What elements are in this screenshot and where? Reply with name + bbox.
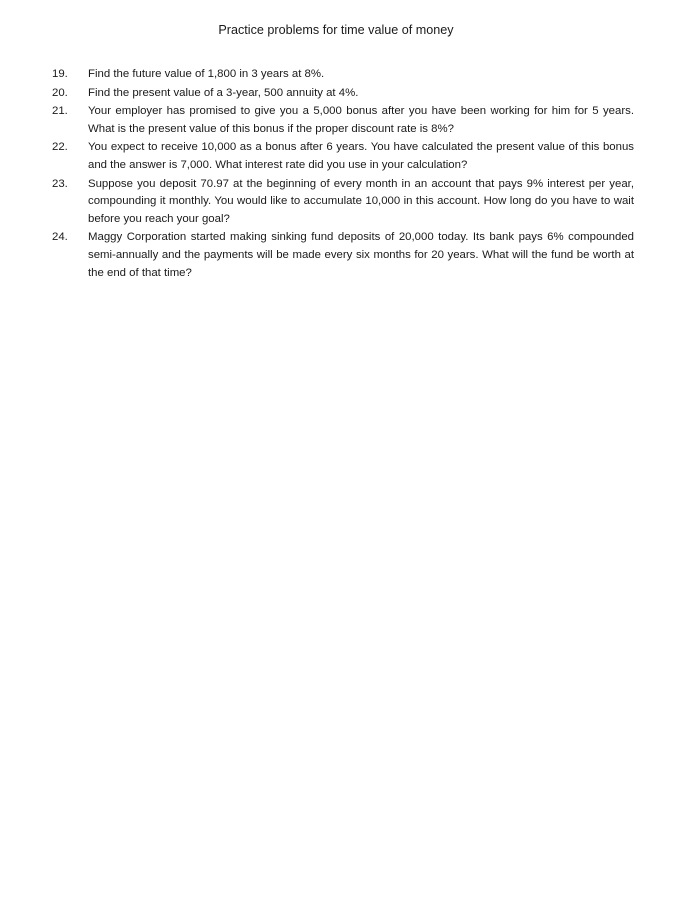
problem-item-23 xyxy=(52,176,634,229)
problem-text: Find the present value of a 3-year, 500 annuity at 4%. xyxy=(88,86,359,99)
problem-text: Maggy Corporation started making sinking fund deposits of 20,000 today. Its bank pays 6% compounded semi-annually and the payments will be made every six months for 20 years. What will the fund be worth at the end of that time? xyxy=(88,231,634,279)
problem-item-24 xyxy=(52,229,634,282)
problem-item-19 xyxy=(52,66,634,84)
problem-number: 23. xyxy=(52,177,68,190)
problem-number: 20. xyxy=(52,86,68,99)
problem-number: 24. xyxy=(52,231,68,244)
problem-text: You expect to receive 10,000 as a bonus after 6 years. You have calculated the present value of this bonus and the answer is 7,000. What interest rate did you use in your calculation? xyxy=(88,141,634,171)
document-title: Practice problems for time value of money xyxy=(218,23,454,37)
problem-number: 19. xyxy=(52,68,68,80)
problem-item-22 xyxy=(52,139,634,174)
problem-text: Find the future value of 1,800 in 3 years at 8%. xyxy=(88,68,325,80)
problem-text: Suppose you deposit 70.97 at the beginning of every month in an account that pays 9% interest per year, compounding it monthly. You would like to accumulate 10,000 in this account. How long do you have to wait before you reach your goal? xyxy=(88,177,634,225)
problem-number: 21. xyxy=(52,105,68,118)
problem-text: Your employer has promised to give you a 5,000 bonus after you have been working for him for 5 years. What is the present value of this bonus if the proper discount rate is 8%? xyxy=(88,105,634,135)
problem-list xyxy=(52,66,634,283)
problem-item-21 xyxy=(52,103,634,138)
problem-item-20 xyxy=(52,85,634,103)
problem-number: 22. xyxy=(52,141,68,154)
